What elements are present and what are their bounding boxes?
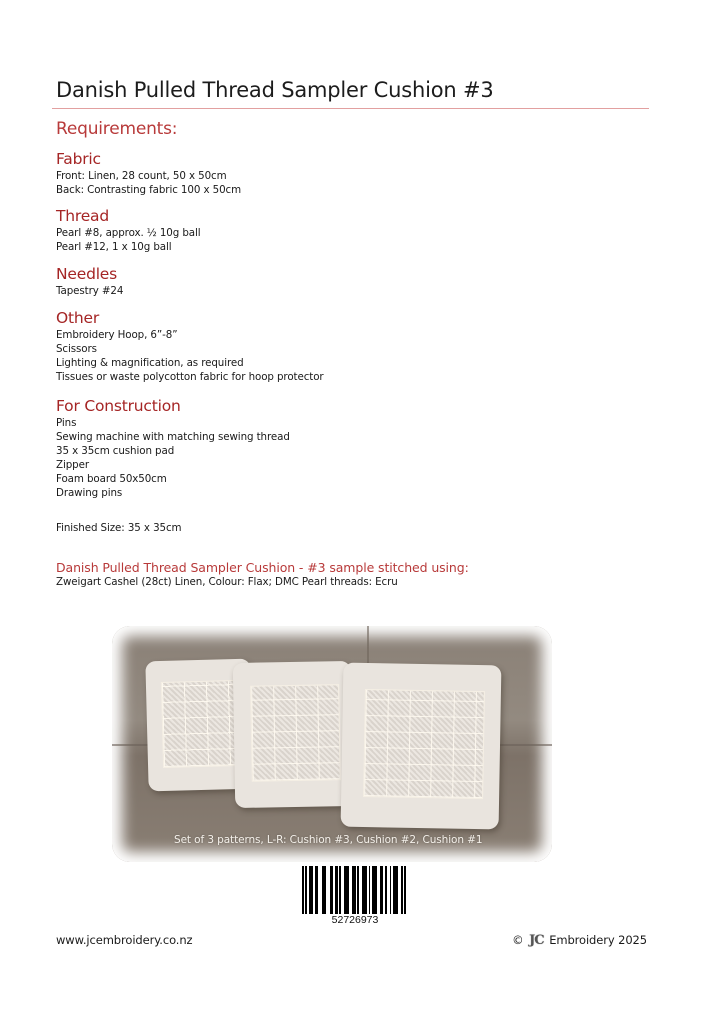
sample-heading: Danish Pulled Thread Sampler Cushion - #3 sample stitched using: [56,560,469,575]
barcode-number: 52726973 [331,914,379,926]
requirement-line: Tapestry #24 [56,285,124,297]
photo-caption: Set of 3 patterns, L-R: Cushion #3, Cushion #2, Cushion #1 [174,834,483,846]
copyright [512,933,647,948]
requirement-line: Pearl #8, approx. ½ 10g ball [56,227,201,239]
requirement-line: Front: Linen, 28 count, 50 x 50cm [56,170,227,182]
sample-details: Zweigart Cashel (28ct) Linen, Colour: Flax; DMC Pearl threads: Ecru [56,576,398,588]
copyright-symbol: © [512,933,524,947]
requirement-line: Back: Contrasting fabric 100 x 50cm [56,184,242,196]
requirement-line: Zipper [56,459,89,471]
cushion-2-image [233,661,354,808]
requirement-line: 35 x 35cm cushion pad [56,445,175,457]
sampler-panel [161,680,243,768]
barcode-bar [406,866,408,914]
section-heading: Other [56,309,100,327]
requirement-line: Sewing machine with matching sewing thread [56,431,290,443]
section-for-construction [56,397,290,500]
title-divider [52,108,649,109]
requirement-line: Foam board 50x50cm [56,473,167,485]
requirement-line: Drawing pins [56,487,123,499]
section-thread [56,207,201,254]
section-heading: Needles [56,265,118,283]
cushion-1-image [341,663,502,830]
brand-name: Embroidery 2025 [549,933,647,947]
section-fabric [56,150,241,197]
requirement-line: Lighting & magnification, as required [56,357,244,369]
barcode [302,866,408,914]
section-heading: For Construction [56,397,181,415]
cushions-photo [112,626,552,862]
section-heading: Fabric [56,150,101,168]
website-link[interactable]: www.jcembroidery.co.nz [56,933,193,947]
section-heading: Thread [56,207,109,225]
requirements-heading: Requirements: [56,119,178,139]
jc-logo-icon: JC [529,933,544,948]
requirement-line: Scissors [56,343,97,355]
requirement-line: Embroidery Hoop, 6”-8” [56,329,178,341]
requirement-line: Tissues or waste polycotton fabric for hoop protector [56,371,324,383]
finished-size: Finished Size: 35 x 35cm [56,522,182,534]
sampler-panel [250,684,341,781]
requirement-line: Pearl #12, 1 x 10g ball [56,241,172,253]
section-needles [56,265,123,298]
requirement-line: Pins [56,417,77,429]
sampler-panel [363,689,485,799]
section-other [56,309,324,384]
page-title: Danish Pulled Thread Sampler Cushion #3 [56,78,494,102]
